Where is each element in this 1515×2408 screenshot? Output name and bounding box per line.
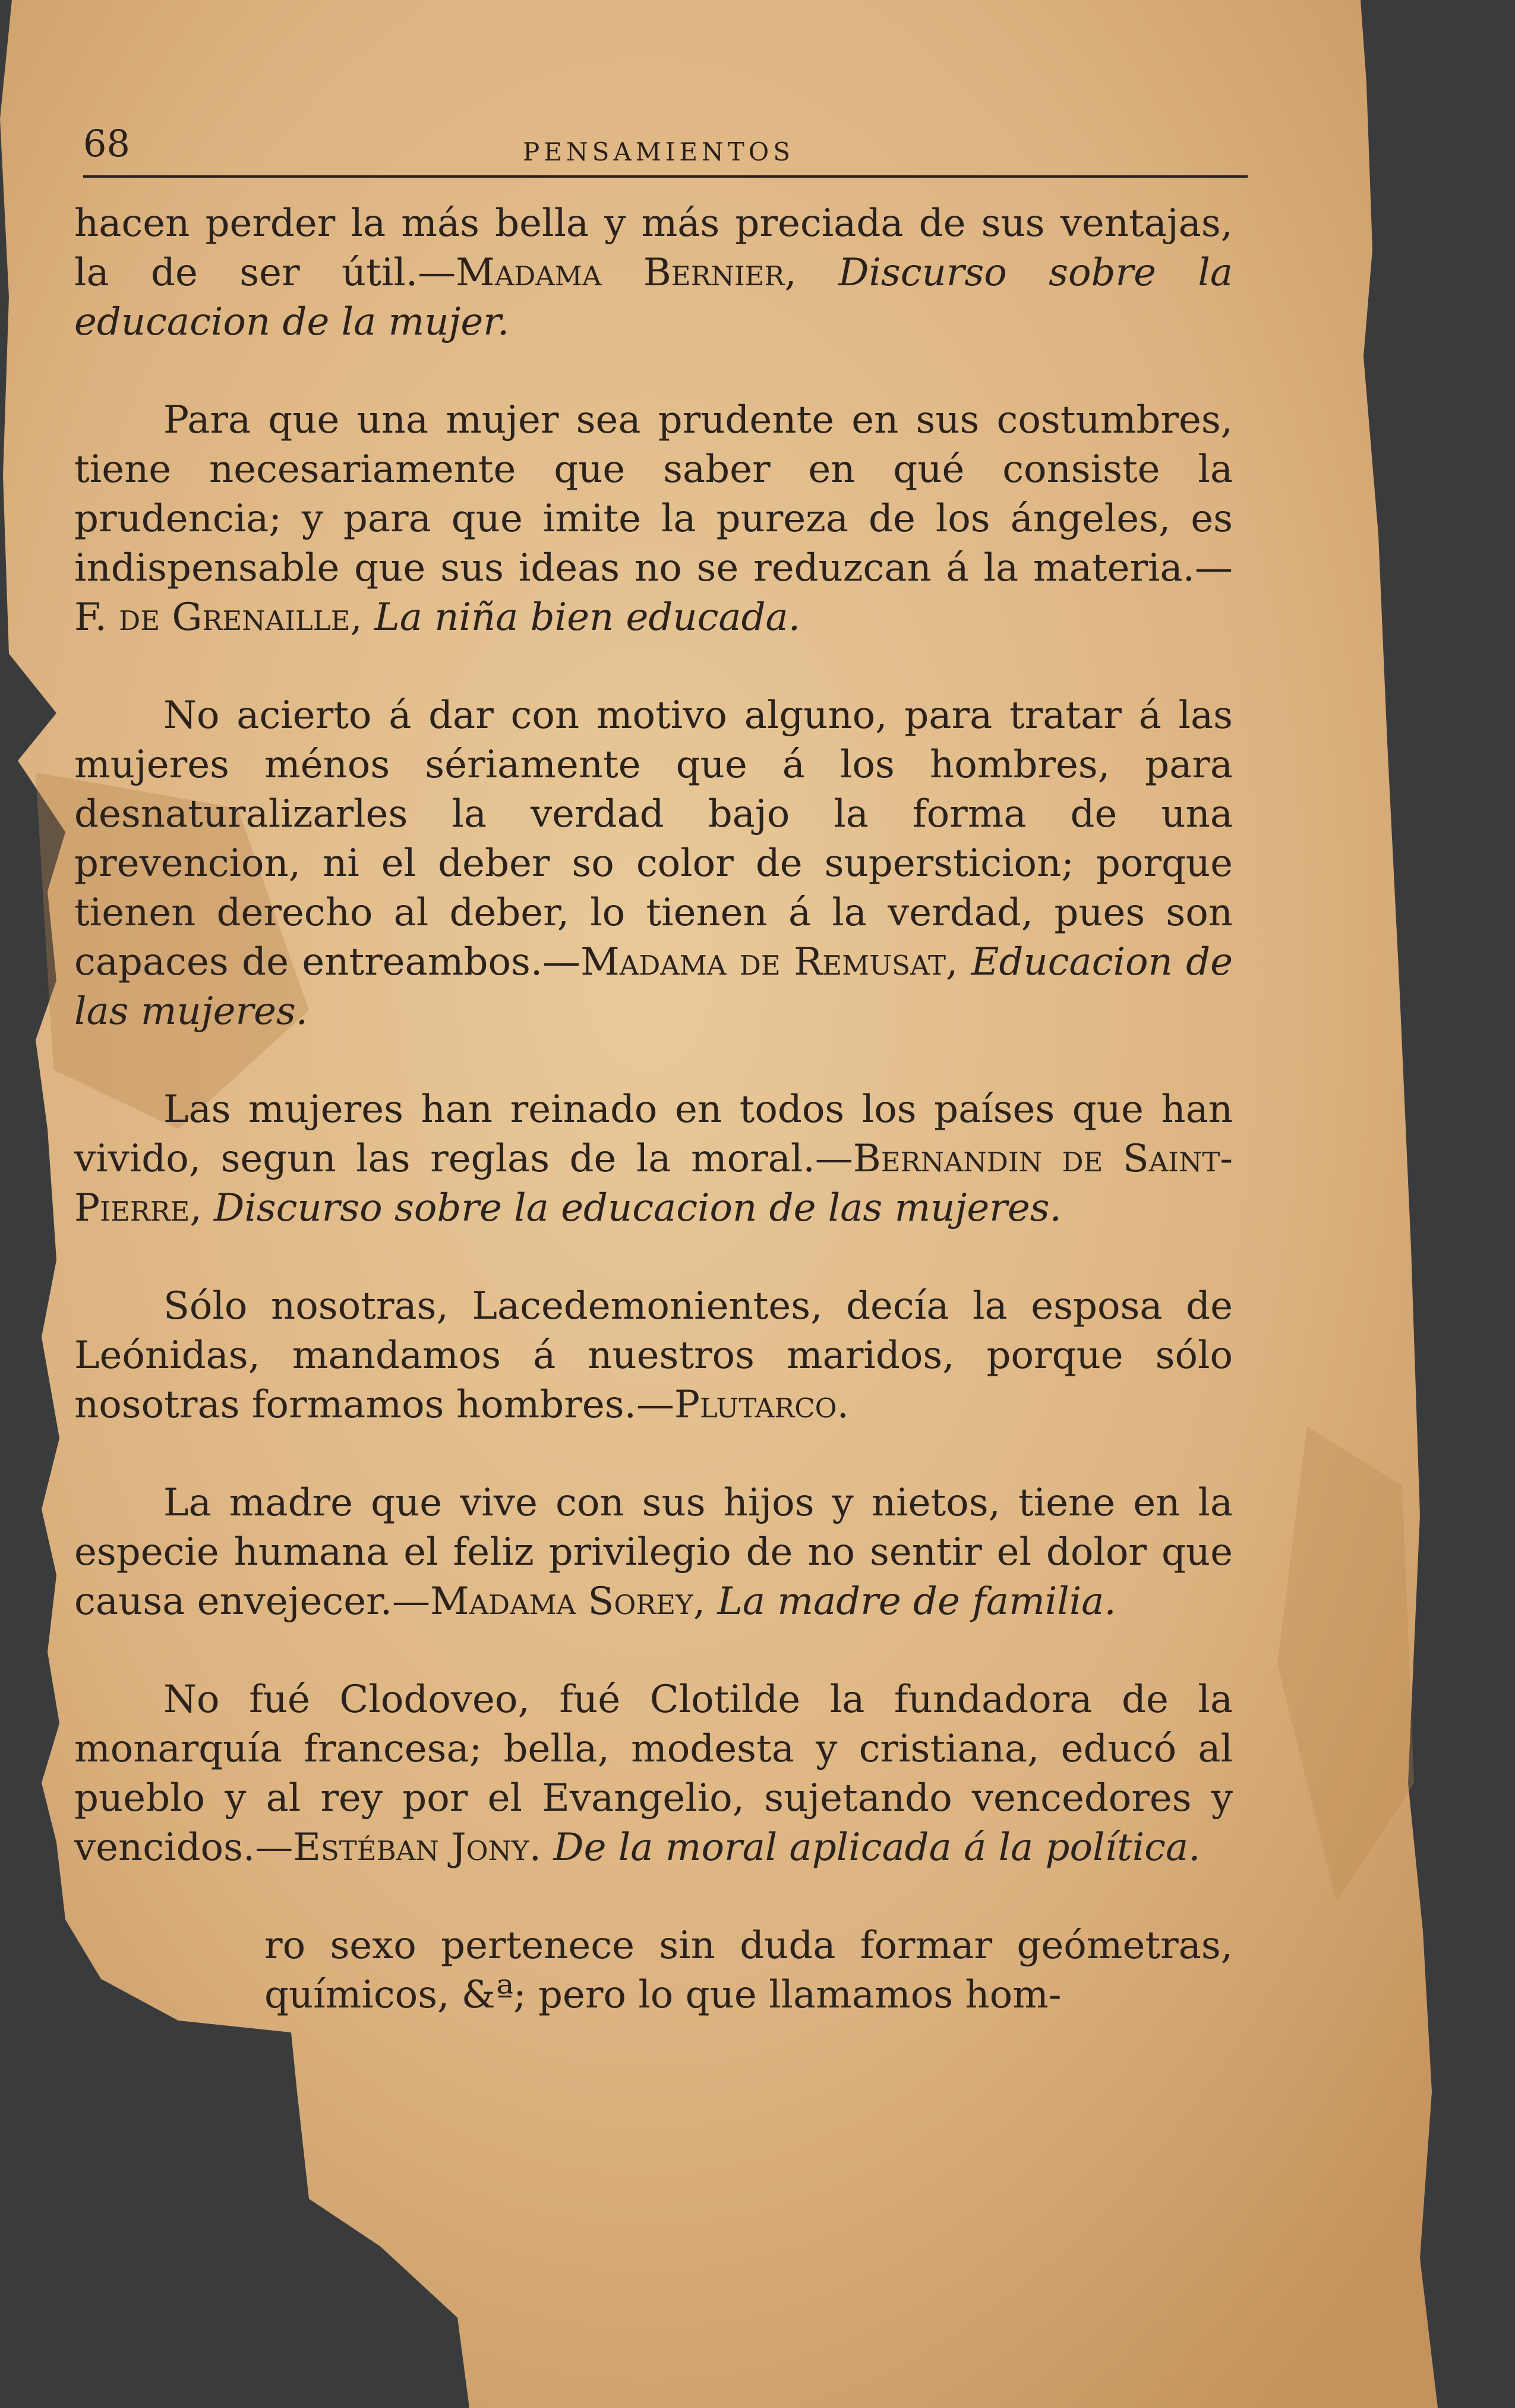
quote-paragraph	[74, 1921, 1233, 2020]
header-rule	[83, 175, 1248, 178]
text-block	[74, 199, 1233, 2069]
page-header	[83, 122, 1242, 175]
quote-paragraph: Las mujeres han reinado en todos los países que han vivido, segun las reglas de la moral.—Bernandin de Saint-Pierre, Discurso sobre la educacion de las mujeres.	[74, 1088, 1233, 1230]
quote-source: Plutarco.	[674, 1383, 849, 1427]
quote-text: No fué Clodoveo, fué Clotilde la fundadora de la monarquía francesa; bella, modesta y cristiana, educó al pueblo y al rey por el Evangelio, sujetando vencedores y vencidos.—	[74, 1678, 1233, 1870]
quote-text: No acierto á dar con motivo alguno, para tratar á las mujeres ménos sériamente que á los hombres, para desnaturalizarles la verdad bajo la forma de una prevencion, ni el deber so color de supersticion; porque tienen derecho al deber, lo tienen á la verdad, pues son capaces de entreambos.—	[74, 694, 1233, 984]
quote-source: Madama Bernier	[456, 251, 785, 295]
quote-paragraph	[74, 1282, 1233, 1430]
quote-paragraph: La madre que vive con sus hijos y nietos, tiene en la especie humana el feliz privilegio de no sentir el dolor que causa envejecer.—Madama Sorey, La madre de familia.	[74, 1481, 1233, 1624]
quote-work: La niña bien educada.	[374, 595, 801, 639]
quote-text: Las mujeres han reinado en todos los países que han vivido, segun las reglas de la moral.—	[74, 1088, 1233, 1181]
quote-text: hacen perder la más bella y más preciada de sus ventajas, la de ser útil.—	[74, 201, 1233, 295]
quote-work: Educacion de las mujeres.	[74, 940, 1233, 1033]
quote-text: ro sexo pertenece sin duda formar geómetras, químicos, &ª; pero lo que llamamos hom-	[264, 1924, 1233, 2017]
page-number: 68	[83, 122, 130, 165]
quote-source: Estéban Jony.	[293, 1826, 541, 1870]
quote-text: Sólo nosotras, Lacedemonientes, decía la esposa de Leónidas, mandamos á nuestros maridos, porque sólo nosotras formamos hombres.—	[74, 1284, 1233, 1427]
quote-source: Madama de Remusat	[580, 940, 946, 984]
quote-text: Para que una mujer sea prudente en sus costumbres, tiene necesariamente que saber en qué consiste la prudencia; y para que imite la pureza de los ángeles, es indispensable que sus ideas no se reduzcan á la materia.—	[74, 398, 1233, 590]
quote-source: Bernandin de Saint-Pierre	[74, 1137, 1233, 1230]
quote-work: De la moral aplicada á la política.	[553, 1826, 1201, 1870]
running-head: PENSAMIENTOS	[523, 137, 794, 166]
quote-text: La madre que vive con sus hijos y nietos, tiene en la especie humana el feliz privilegio de no sentir el dolor que causa envejecer.—	[74, 1481, 1233, 1624]
quote-paragraph: Para que una mujer sea prudente en sus costumbres, tiene necesariamente que saber en qué consiste la prudencia; y para que imite la pureza de los ángeles, es indispensable que sus ideas no se reduzcan á la materia.—F. de Grenaille, La niña bien educada.	[74, 398, 1233, 639]
quote-source: Madama Sorey	[430, 1580, 693, 1624]
quote-paragraph	[74, 1675, 1233, 1873]
quote-work: Discurso sobre la educacion de las mujeres.	[214, 1186, 1062, 1230]
quote-paragraph: No acierto á dar con motivo alguno, para tratar á las mujeres ménos sériamente que á los hombres, para desnaturalizarles la verdad bajo la forma de una prevencion, ni el deber so color de supersticion; porque tienen derecho al deber, lo tienen á la verdad, pues son capaces de entreambos.—Madama de Remusat, Educacion de las mujeres.	[74, 694, 1233, 1033]
quote-paragraph: hacen perder la más bella y más preciada de sus ventajas, la de ser útil.—Madama Bernier, Discurso sobre la educacion de la mujer.	[74, 201, 1233, 344]
quote-work: La madre de familia.	[717, 1580, 1116, 1624]
quote-work: Discurso sobre la educacion de la mujer.	[74, 251, 1233, 344]
quote-source: F. de Grenaille	[74, 595, 351, 639]
